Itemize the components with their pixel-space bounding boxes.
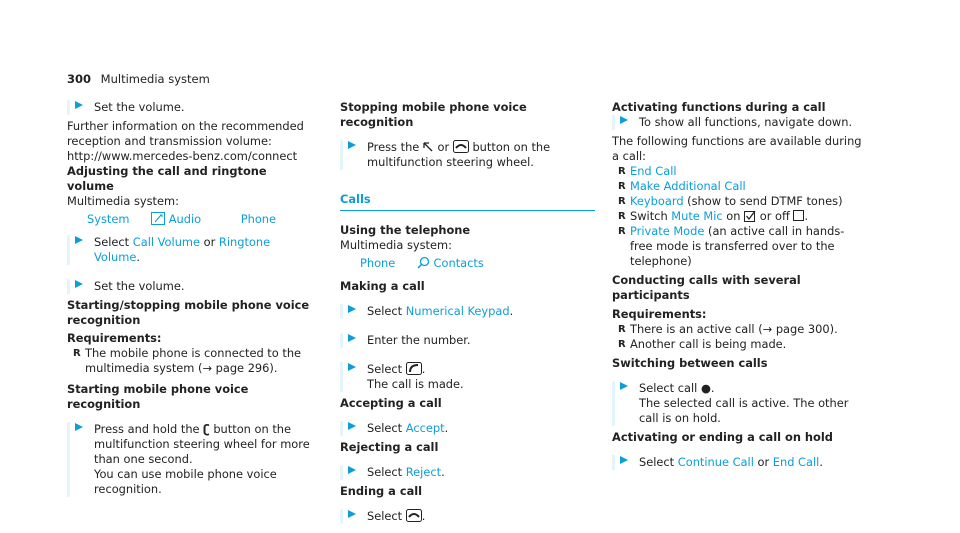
- step-press-stop: [340, 140, 595, 170]
- text: Another call is being made.: [630, 337, 787, 351]
- heading-adjust-volume: Adjusting the call and ringtone volume: [67, 164, 267, 193]
- text: or off: [756, 209, 794, 223]
- menu-path: [87, 212, 317, 227]
- arrow-icon: [348, 422, 356, 430]
- arrow-icon: [348, 141, 356, 149]
- text: or: [753, 455, 773, 469]
- text: Select: [639, 455, 678, 469]
- arrow-icon: [75, 423, 83, 431]
- step-numerical-keypad: [340, 304, 595, 319]
- menu-phone: Phone: [240, 212, 277, 226]
- mute-mic-link: Mute Mic: [671, 209, 723, 223]
- private-mode-link: Private Mode: [630, 224, 705, 238]
- heading-using-telephone: Using the telephone: [340, 223, 471, 237]
- bullet-icon: R: [618, 226, 626, 237]
- text: Press and hold the: [94, 422, 200, 436]
- menu-contacts-label: Contacts: [433, 256, 484, 270]
- heading-switching-calls: Switching between calls: [612, 356, 768, 370]
- menu-audio: [151, 212, 219, 226]
- step-select-call: [612, 381, 862, 426]
- continue-call-link: Continue Call: [677, 455, 754, 469]
- step-continue-end: [612, 455, 862, 470]
- keyboard-link: Keyboard: [630, 194, 684, 208]
- heading-activating-functions: Activating functions during a call: [612, 100, 826, 114]
- spacer: [67, 269, 317, 279]
- bullet-icon: R: [618, 166, 626, 177]
- text: .: [509, 304, 514, 318]
- text: (show to send DTMF tones): [683, 194, 843, 208]
- function-item: [612, 164, 862, 179]
- arrow-icon: [75, 101, 83, 109]
- multimedia-label: Multimedia system:: [340, 238, 452, 252]
- text: The call is made.: [367, 377, 464, 391]
- text: or: [437, 140, 450, 154]
- requirements-heading: Requirements:: [67, 331, 162, 345]
- arrow-icon: [620, 456, 628, 464]
- requirement-item: [67, 346, 317, 376]
- arrow-icon: [620, 116, 628, 124]
- bullet-icon: R: [73, 348, 81, 359]
- multimedia-label: Multimedia system:: [67, 194, 179, 208]
- text: Switch: [630, 209, 672, 223]
- text: or: [200, 235, 219, 249]
- step-text: Set the volume.: [94, 279, 185, 293]
- requirement-item: [612, 322, 862, 337]
- text: (an active call in hands-free mode is transferred over to the telephone): [630, 224, 845, 268]
- text: .: [136, 250, 140, 264]
- arrow-icon: [620, 382, 628, 390]
- text: Select: [367, 509, 403, 523]
- heading-stop-voice: Stopping mobile phone voice recognition: [340, 100, 527, 129]
- arrow-icon: [348, 363, 356, 371]
- column-3: [612, 100, 862, 474]
- heading-rejecting-call: Rejecting a call: [340, 440, 439, 454]
- ringtone-volume-link: Ringtone Volume: [94, 235, 271, 264]
- arrow-icon: [348, 466, 356, 474]
- voice-button-icon: ʗ: [203, 422, 210, 436]
- info-text: Further information on the recommended reception and transmission volume: http://www.mercedes-benz.com/connect: [67, 119, 304, 163]
- step-end-call: Select .: [340, 509, 595, 524]
- text: .: [441, 465, 445, 479]
- arrow-icon: [75, 280, 83, 288]
- calls-heading: Calls: [340, 192, 595, 211]
- text: To show all functions, navigate down.: [639, 115, 853, 129]
- text: Press the: [367, 140, 420, 154]
- end-call-icon: [406, 509, 422, 522]
- text: Enter the number.: [367, 333, 471, 347]
- menu-contacts: [417, 256, 502, 270]
- step-enter-number: [340, 333, 595, 348]
- heading-several-participants: Conducting calls with several participants: [612, 273, 801, 302]
- phone-call-icon: [406, 362, 422, 375]
- text: .: [444, 421, 449, 435]
- step-press-hold: [67, 422, 317, 497]
- text: button on the multifunction steering wheel for more than one second.: [94, 422, 310, 466]
- end-call-link: End Call: [630, 164, 677, 178]
- function-item: [612, 224, 862, 269]
- text: on: [722, 209, 745, 223]
- step-set-volume-2: [67, 279, 317, 294]
- text: The selected call is active. The other call is on hold.: [639, 396, 849, 425]
- bullet-icon: R: [618, 196, 626, 207]
- page-header: [67, 72, 210, 86]
- hang-up-icon: [453, 140, 469, 153]
- spacer: [340, 352, 595, 362]
- search-icon: [417, 256, 430, 269]
- function-item: R Switch Mute Mic on or off .: [618, 209, 809, 223]
- step-show-functions: [612, 115, 862, 130]
- bullet-icon: R: [618, 339, 626, 350]
- end-call-link-2: End Call: [772, 455, 820, 469]
- page-number: 300: [67, 72, 92, 86]
- numerical-keypad-link: Numerical Keypad: [405, 304, 510, 318]
- call-volume-link: Call Volume: [132, 235, 201, 249]
- text: There is an active call (→ page 300).: [630, 322, 838, 336]
- text: Select call ●.: [639, 381, 715, 395]
- column-1: [67, 100, 317, 501]
- checkbox-empty-icon: [793, 210, 804, 221]
- bullet-icon: R: [618, 211, 626, 222]
- back-icon: [423, 142, 434, 153]
- bullet-icon: R: [618, 181, 626, 192]
- heading-ending-call: Ending a call: [340, 484, 423, 498]
- step-set-volume: [67, 100, 317, 115]
- audio-note-icon: [151, 212, 165, 225]
- heading-accepting-call: Accepting a call: [340, 396, 442, 410]
- text: Select: [367, 465, 406, 479]
- bullet-icon: R: [618, 324, 626, 335]
- text: Select: [367, 421, 406, 435]
- menu-audio-label: Audio: [168, 212, 202, 226]
- make-additional-call-link: Make Additional Call: [630, 179, 746, 193]
- requirement-item: [612, 337, 862, 352]
- arrow-icon: [348, 334, 356, 342]
- text: You can use mobile phone voice recognition.: [94, 467, 277, 496]
- heading-making-call: Making a call: [340, 279, 425, 293]
- function-item: [612, 179, 862, 194]
- step-reject: [340, 465, 595, 480]
- text: .: [819, 455, 823, 469]
- column-2: [340, 100, 595, 528]
- checkbox-checked-icon: [744, 210, 756, 222]
- heading-voice-recognition: Starting/stopping mobile phone voice recognition: [67, 298, 310, 327]
- section-title: Multimedia system: [100, 72, 210, 86]
- heading-call-on-hold: Activating or ending a call on hold: [612, 430, 833, 444]
- step-select-volume: [67, 235, 317, 265]
- text: button on the multifunction steering wheel.: [367, 140, 551, 169]
- text: The mobile phone is connected to the multimedia system (→ page 296).: [85, 346, 302, 375]
- menu-phone: Phone: [360, 256, 396, 270]
- functions-intro: The following functions are available during a call:: [612, 134, 862, 163]
- step-make-call: Select . The call is made.: [340, 362, 595, 392]
- arrow-icon: [75, 236, 83, 244]
- requirements-heading: Requirements:: [612, 307, 707, 321]
- text: Select: [94, 235, 133, 249]
- heading-start-voice: Starting mobile phone voice recognition: [67, 382, 249, 411]
- reject-link: Reject: [405, 465, 442, 479]
- spacer: [340, 323, 595, 333]
- function-item: [612, 194, 862, 209]
- text: Select: [367, 304, 406, 318]
- text: Select: [367, 362, 403, 376]
- accept-link: Accept: [405, 421, 445, 435]
- menu-path: [360, 256, 595, 271]
- step-text: Set the volume.: [94, 100, 185, 114]
- arrow-icon: [348, 510, 356, 518]
- step-accept: [340, 421, 595, 436]
- arrow-icon: [348, 305, 356, 313]
- menu-system: System: [87, 212, 130, 226]
